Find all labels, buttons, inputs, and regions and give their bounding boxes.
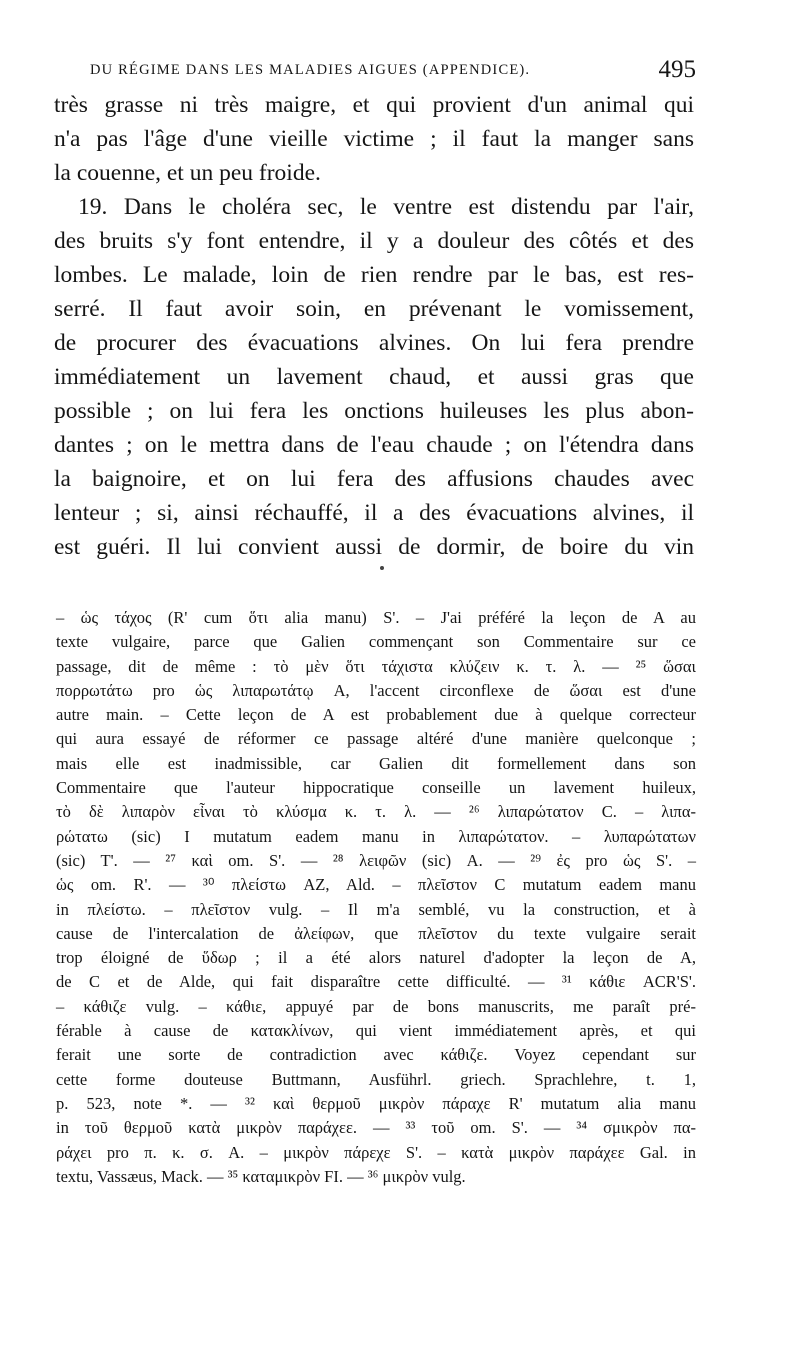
footnote-line: de C et de Alde, qui fait disparaître cette difficulté. — ³¹ κάθιε ACR'S'. — [56, 972, 696, 992]
main-text-line: lombes. Le malade, loin de rien rendre par le bas, est res- — [54, 262, 694, 288]
footnote-line: ὡς om. R'. — ³⁰ πλείστω AZ, Ald. – πλεῖστον C mutatum eadem manu — [56, 875, 696, 895]
page-number: 495 — [658, 56, 696, 83]
footnote-line: in πλείστω. – πλεῖστον vulg. – Il m'a semblé, vu la construction, et à — [56, 899, 696, 919]
footnote-line: (sic) T'. — ²⁷ καὶ om. S'. — ²⁸ λειφῶν (sic) A. — ²⁹ ἐς pro ὡς S'. – — [56, 850, 696, 870]
footnote-line: autre main. – Cette leçon de A est probablement due à quelque correcteur — [56, 705, 696, 725]
running-title: DU RÉGIME DANS LES MALADIES AIGUES (APPENDICE). — [90, 62, 531, 78]
footnote-line: ρώτατω (sic) I mutatum eadem manu in λιπαρώτατον. – λυπαρώτατων — [56, 826, 696, 846]
footnote-line: qui aura essayé de réformer ce passage altéré d'une manière quelconque ; — [56, 729, 696, 749]
main-text-line: de procurer des évacuations alvines. On lui fera prendre — [54, 330, 694, 356]
footnote-line: p. 523, note *. — ³² καὶ θερμοῦ μικρὸν πάραχε R' mutatum alia manu — [56, 1093, 696, 1113]
footnotes — [56, 606, 696, 1189]
footnote-line: Commentaire que l'auteur hippocratique conseille un lavement huileux, — [56, 778, 696, 798]
main-text-line: très grasse ni très maigre, et qui provient d'un animal qui — [54, 92, 694, 118]
main-text-line: 19. Dans le choléra sec, le ventre est distendu par l'air, — [78, 194, 694, 220]
footnote-line: – κάθιζε vulg. – κάθιε, appuyé par de bons manuscrits, me paraît pré- — [56, 996, 696, 1016]
main-text-line: dantes ; on le mettra dans de l'eau chaude ; on l'étendra dans — [54, 432, 694, 458]
separator-dot — [380, 566, 384, 570]
footnote-line: trop éloigné de ὕδωρ ; il a été alors naturel d'adopter la leçon de A, — [56, 948, 696, 968]
main-text-line: immédiatement un lavement chaud, et aussi gras que — [54, 364, 694, 390]
footnote-line: textu, Vassæus, Mack. — ³⁵ καταμικρὸν FI. — ³⁶ μικρὸν vulg. — [56, 1166, 466, 1186]
footnote-line: πορρωτάτω pro ὡς λιπαρωτάτῳ A, l'accent circonflexe de ὥσαι est d'une — [56, 680, 696, 700]
footnote-line: passage, dit de même : τὸ μὲν ὅτι τάχιστα κλύζειν κ. τ. λ. — ²⁵ ὥσαι — [56, 656, 696, 676]
footnote-line: τὸ δὲ λιπαρὸν εἶναι τὸ κλύσμα κ. τ. λ. — ²⁶ λιπαρώτατον C. – λιπα- — [56, 802, 696, 822]
main-text-line: la couenne, et un peu froide. — [54, 160, 321, 186]
main-text — [54, 88, 694, 564]
main-text-line: serré. Il faut avoir soin, en prévenant le vomissement, — [54, 296, 694, 322]
main-text-line: est guéri. Il lui convient aussi de dormir, de boire du vin — [54, 534, 694, 560]
main-text-line: la baignoire, et on lui fera des affusions chaudes avec — [54, 466, 694, 492]
running-head — [90, 56, 702, 86]
footnote-line: mais elle est inadmissible, car Galien dit formellement dans son — [56, 753, 696, 773]
footnote-line: cette forme douteuse Buttmann, Ausführl. griech. Sprachlehre, t. 1, — [56, 1069, 696, 1089]
footnote-line: ferait une sorte de contradiction avec κάθιζε. Voyez cependant sur — [56, 1045, 696, 1065]
footnote-line: texte vulgaire, parce que Galien commençant son Commentaire sur ce — [56, 632, 696, 652]
main-text-line: lenteur ; si, ainsi réchauffé, il a des évacuations alvines, il — [54, 500, 694, 526]
footnote-line: férable à cause de κατακλίνων, qui vient immédiatement après, et qui — [56, 1021, 696, 1041]
footnote-line: ράχει pro π. κ. σ. A. – μικρὸν πάρεχε S'. – κατὰ μικρὸν παράχεε Gal. in — [56, 1142, 696, 1162]
footnote-line: cause de l'intercalation de ἀλείφων, que πλεῖστον du texte vulgaire serait — [56, 923, 696, 943]
main-text-line: des bruits s'y font entendre, il y a douleur des côtés et des — [54, 228, 694, 254]
main-text-line: n'a pas l'âge d'une vieille victime ; il faut la manger sans — [54, 126, 694, 152]
footnote-line: in τοῦ θερμοῦ κατὰ μικρὸν παράχεε. — ³³ τοῦ om. S'. — ³⁴ σμικρὸν πα- — [56, 1118, 696, 1138]
main-text-line: possible ; on lui fera les onctions huileuses les plus abon- — [54, 398, 694, 424]
footnote-line: – ὡς τάχος (R' cum ὅτι alia manu) S'. – J'ai préféré la leçon de A au — [56, 608, 696, 627]
